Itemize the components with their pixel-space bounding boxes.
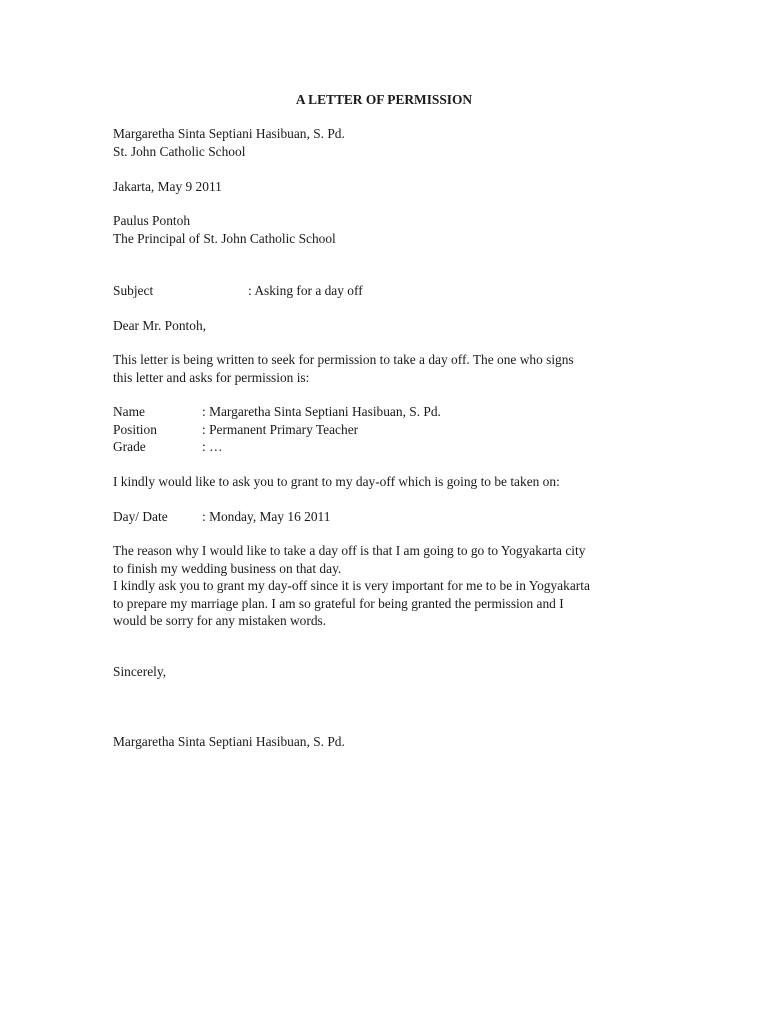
subject-value: : Asking for a day off xyxy=(248,283,363,298)
reason-line: would be sorry for any mistaken words. xyxy=(113,613,327,628)
name-value: : Margaretha Sinta Septiani Hasibuan, S. Pd. xyxy=(202,404,441,419)
intro-line: this letter and asks for permission is: xyxy=(113,369,310,385)
signature-name: Margaretha Sinta Septiani Hasibuan, S. Pd. xyxy=(113,734,345,749)
reason-line: to prepare my marriage plan. I am so grateful for being granted the permission and I xyxy=(113,595,564,611)
position-label: Position xyxy=(113,422,157,437)
reason-line: to finish my wedding business on that day. xyxy=(113,560,342,576)
reason-line: I kindly ask you to grant my day-off since it is very important for me to be in Yogyakarta xyxy=(113,578,590,593)
grade-label: Grade xyxy=(113,439,146,454)
closing: Sincerely, xyxy=(113,664,167,679)
name-label: Name xyxy=(113,404,145,419)
position-value: : Permanent Primary Teacher xyxy=(202,422,359,437)
grade-value: : … xyxy=(202,439,223,454)
recipient-title: The Principal of St. John Catholic School xyxy=(113,231,336,246)
recipient-name: Paulus Pontoh xyxy=(113,213,191,228)
reason-line: The reason why I would like to take a day off is that I am going to go to Yogyakarta city xyxy=(113,543,586,558)
sender-school: St. John Catholic School xyxy=(113,144,246,159)
intro-line: This letter is being written to seek for permission to take a day off. The one who signs xyxy=(113,352,574,367)
subject-label: Subject xyxy=(113,283,154,298)
day-date-label: Day/ Date xyxy=(113,509,168,524)
place-date: Jakarta, May 9 2011 xyxy=(113,179,222,194)
reason-paragraph xyxy=(113,542,643,630)
request-line: I kindly would like to ask you to grant to my day-off which is going to be taken on: xyxy=(113,474,560,489)
letter-title: A LETTER OF PERMISSION xyxy=(295,92,473,107)
day-date-value: : Monday, May 16 2011 xyxy=(202,509,331,524)
sender-name: Margaretha Sinta Septiani Hasibuan, S. Pd. xyxy=(113,126,345,141)
salutation: Dear Mr. Pontoh, xyxy=(113,318,206,333)
intro-paragraph xyxy=(113,351,643,386)
